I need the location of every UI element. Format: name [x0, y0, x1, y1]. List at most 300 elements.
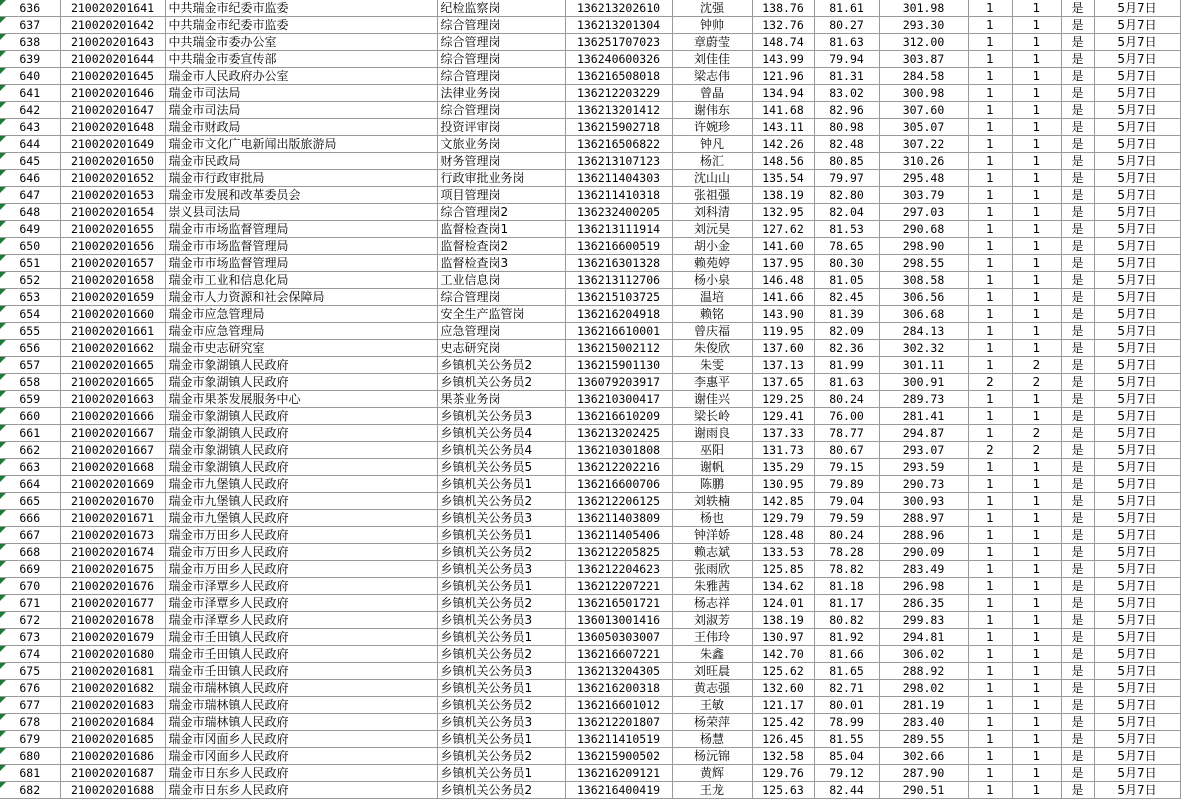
cell-department[interactable]: 瑞金市市场监督管理局: [165, 255, 437, 272]
cell-pass-flag[interactable]: 是: [1061, 748, 1094, 765]
cell-total-score[interactable]: 288.92: [879, 663, 968, 680]
cell-pass-flag[interactable]: 是: [1061, 646, 1094, 663]
cell-candidate-name[interactable]: 黄志强: [672, 680, 752, 697]
cell-row-index[interactable]: 668: [0, 544, 60, 561]
cell-pass-flag[interactable]: 是: [1061, 731, 1094, 748]
cell-department[interactable]: 瑞金市司法局: [165, 85, 437, 102]
cell-total-score[interactable]: 281.19: [879, 697, 968, 714]
cell-written-score[interactable]: 141.66: [752, 289, 814, 306]
cell-total-score[interactable]: 290.51: [879, 782, 968, 799]
cell-candidate-id[interactable]: 210020201674: [60, 544, 165, 561]
cell-exam-number[interactable]: 136215900502: [565, 748, 672, 765]
cell-pass-flag[interactable]: 是: [1061, 187, 1094, 204]
cell-quota[interactable]: 1: [1012, 136, 1061, 153]
cell-written-score[interactable]: 148.74: [752, 34, 814, 51]
cell-interview-score[interactable]: 81.31: [814, 68, 879, 85]
cell-candidate-id[interactable]: 210020201678: [60, 612, 165, 629]
cell-quota[interactable]: 1: [1012, 289, 1061, 306]
cell-position[interactable]: 纪检监察岗: [437, 0, 565, 17]
cell-quota[interactable]: 1: [1012, 221, 1061, 238]
cell-written-score[interactable]: 142.85: [752, 493, 814, 510]
cell-written-score[interactable]: 146.48: [752, 272, 814, 289]
cell-total-score[interactable]: 307.60: [879, 102, 968, 119]
cell-candidate-name[interactable]: 沈强: [672, 0, 752, 17]
cell-candidate-name[interactable]: 谢伟东: [672, 102, 752, 119]
cell-position[interactable]: 乡镇机关公务员4: [437, 442, 565, 459]
cell-candidate-id[interactable]: 210020201688: [60, 782, 165, 799]
cell-interview-score[interactable]: 79.12: [814, 765, 879, 782]
cell-row-index[interactable]: 666: [0, 510, 60, 527]
cell-candidate-name[interactable]: 赖苑婷: [672, 255, 752, 272]
cell-department[interactable]: 瑞金市九堡镇人民政府: [165, 493, 437, 510]
cell-date[interactable]: 5月7日: [1094, 612, 1180, 629]
cell-rank[interactable]: 1: [968, 714, 1012, 731]
cell-interview-score[interactable]: 79.94: [814, 51, 879, 68]
cell-department[interactable]: 瑞金市瑞林镇人民政府: [165, 680, 437, 697]
cell-row-index[interactable]: 637: [0, 17, 60, 34]
cell-total-score[interactable]: 302.66: [879, 748, 968, 765]
cell-written-score[interactable]: 143.99: [752, 51, 814, 68]
cell-candidate-name[interactable]: 刘淑芳: [672, 612, 752, 629]
cell-row-index[interactable]: 638: [0, 34, 60, 51]
cell-pass-flag[interactable]: 是: [1061, 510, 1094, 527]
cell-candidate-id[interactable]: 210020201677: [60, 595, 165, 612]
cell-row-index[interactable]: 669: [0, 561, 60, 578]
cell-candidate-id[interactable]: 210020201670: [60, 493, 165, 510]
cell-written-score[interactable]: 125.62: [752, 663, 814, 680]
cell-written-score[interactable]: 137.65: [752, 374, 814, 391]
cell-position[interactable]: 综合管理岗: [437, 51, 565, 68]
cell-candidate-name[interactable]: 钟洋娇: [672, 527, 752, 544]
cell-date[interactable]: 5月7日: [1094, 459, 1180, 476]
cell-written-score[interactable]: 143.11: [752, 119, 814, 136]
cell-rank[interactable]: 1: [968, 765, 1012, 782]
cell-candidate-name[interactable]: 章蔚莹: [672, 34, 752, 51]
cell-interview-score[interactable]: 81.66: [814, 646, 879, 663]
cell-candidate-name[interactable]: 朱雅茜: [672, 578, 752, 595]
cell-row-index[interactable]: 665: [0, 493, 60, 510]
cell-exam-number[interactable]: 136216600519: [565, 238, 672, 255]
cell-interview-score[interactable]: 80.85: [814, 153, 879, 170]
cell-rank[interactable]: 1: [968, 306, 1012, 323]
cell-department[interactable]: 瑞金市工业和信息化局: [165, 272, 437, 289]
cell-row-index[interactable]: 647: [0, 187, 60, 204]
cell-pass-flag[interactable]: 是: [1061, 459, 1094, 476]
cell-candidate-name[interactable]: 梁长岭: [672, 408, 752, 425]
cell-row-index[interactable]: 636: [0, 0, 60, 17]
cell-candidate-id[interactable]: 210020201682: [60, 680, 165, 697]
cell-pass-flag[interactable]: 是: [1061, 612, 1094, 629]
cell-interview-score[interactable]: 80.30: [814, 255, 879, 272]
cell-pass-flag[interactable]: 是: [1061, 561, 1094, 578]
cell-total-score[interactable]: 284.58: [879, 68, 968, 85]
cell-exam-number[interactable]: 136215002112: [565, 340, 672, 357]
cell-candidate-id[interactable]: 210020201650: [60, 153, 165, 170]
cell-position[interactable]: 乡镇机关公务员2: [437, 374, 565, 391]
cell-date[interactable]: 5月7日: [1094, 510, 1180, 527]
cell-candidate-id[interactable]: 210020201667: [60, 442, 165, 459]
cell-exam-number[interactable]: 136216610001: [565, 323, 672, 340]
cell-candidate-name[interactable]: 王伟玲: [672, 629, 752, 646]
cell-position[interactable]: 监督检查岗3: [437, 255, 565, 272]
cell-row-index[interactable]: 671: [0, 595, 60, 612]
cell-written-score[interactable]: 121.17: [752, 697, 814, 714]
cell-total-score[interactable]: 297.03: [879, 204, 968, 221]
cell-candidate-id[interactable]: 210020201673: [60, 527, 165, 544]
cell-rank[interactable]: 1: [968, 68, 1012, 85]
cell-rank[interactable]: 1: [968, 731, 1012, 748]
cell-interview-score[interactable]: 78.28: [814, 544, 879, 561]
cell-position[interactable]: 乡镇机关公务员2: [437, 782, 565, 799]
cell-rank[interactable]: 1: [968, 323, 1012, 340]
cell-row-index[interactable]: 661: [0, 425, 60, 442]
cell-exam-number[interactable]: 136212204623: [565, 561, 672, 578]
cell-pass-flag[interactable]: 是: [1061, 136, 1094, 153]
cell-pass-flag[interactable]: 是: [1061, 85, 1094, 102]
cell-position[interactable]: 乡镇机关公务员2: [437, 748, 565, 765]
cell-rank[interactable]: 1: [968, 408, 1012, 425]
cell-total-score[interactable]: 284.13: [879, 323, 968, 340]
cell-rank[interactable]: 1: [968, 612, 1012, 629]
cell-written-score[interactable]: 129.25: [752, 391, 814, 408]
cell-row-index[interactable]: 675: [0, 663, 60, 680]
cell-rank[interactable]: 1: [968, 102, 1012, 119]
cell-interview-score[interactable]: 82.45: [814, 289, 879, 306]
cell-candidate-id[interactable]: 210020201656: [60, 238, 165, 255]
cell-written-score[interactable]: 119.95: [752, 323, 814, 340]
cell-quota[interactable]: 1: [1012, 680, 1061, 697]
cell-exam-number[interactable]: 136213201412: [565, 102, 672, 119]
cell-date[interactable]: 5月7日: [1094, 170, 1180, 187]
cell-written-score[interactable]: 130.97: [752, 629, 814, 646]
cell-exam-number[interactable]: 136213202425: [565, 425, 672, 442]
cell-rank[interactable]: 1: [968, 17, 1012, 34]
cell-total-score[interactable]: 307.22: [879, 136, 968, 153]
cell-interview-score[interactable]: 80.24: [814, 391, 879, 408]
cell-total-score[interactable]: 283.49: [879, 561, 968, 578]
cell-department[interactable]: 瑞金市冈面乡人民政府: [165, 731, 437, 748]
cell-exam-number[interactable]: 136216607221: [565, 646, 672, 663]
cell-rank[interactable]: 1: [968, 119, 1012, 136]
cell-pass-flag[interactable]: 是: [1061, 272, 1094, 289]
cell-position[interactable]: 史志研究岗: [437, 340, 565, 357]
cell-total-score[interactable]: 293.59: [879, 459, 968, 476]
cell-written-score[interactable]: 125.85: [752, 561, 814, 578]
cell-date[interactable]: 5月7日: [1094, 629, 1180, 646]
cell-total-score[interactable]: 298.55: [879, 255, 968, 272]
cell-pass-flag[interactable]: 是: [1061, 527, 1094, 544]
cell-date[interactable]: 5月7日: [1094, 238, 1180, 255]
cell-rank[interactable]: 1: [968, 238, 1012, 255]
cell-interview-score[interactable]: 76.00: [814, 408, 879, 425]
cell-exam-number[interactable]: 136216506822: [565, 136, 672, 153]
cell-position[interactable]: 综合管理岗2: [437, 204, 565, 221]
cell-quota[interactable]: 1: [1012, 476, 1061, 493]
cell-rank[interactable]: 1: [968, 221, 1012, 238]
cell-total-score[interactable]: 298.90: [879, 238, 968, 255]
cell-total-score[interactable]: 288.96: [879, 527, 968, 544]
cell-row-index[interactable]: 667: [0, 527, 60, 544]
cell-department[interactable]: 中共瑞金市委办公室: [165, 34, 437, 51]
cell-quota[interactable]: 2: [1012, 425, 1061, 442]
cell-candidate-id[interactable]: 210020201680: [60, 646, 165, 663]
cell-pass-flag[interactable]: 是: [1061, 255, 1094, 272]
cell-total-score[interactable]: 294.81: [879, 629, 968, 646]
cell-date[interactable]: 5月7日: [1094, 408, 1180, 425]
cell-written-score[interactable]: 129.41: [752, 408, 814, 425]
cell-exam-number[interactable]: 136215901130: [565, 357, 672, 374]
cell-interview-score[interactable]: 82.80: [814, 187, 879, 204]
cell-candidate-name[interactable]: 杨小泉: [672, 272, 752, 289]
cell-pass-flag[interactable]: 是: [1061, 51, 1094, 68]
cell-written-score[interactable]: 132.58: [752, 748, 814, 765]
cell-date[interactable]: 5月7日: [1094, 595, 1180, 612]
cell-interview-score[interactable]: 81.92: [814, 629, 879, 646]
cell-quota[interactable]: 1: [1012, 204, 1061, 221]
cell-quota[interactable]: 1: [1012, 595, 1061, 612]
cell-department[interactable]: 瑞金市冈面乡人民政府: [165, 748, 437, 765]
cell-interview-score[interactable]: 81.55: [814, 731, 879, 748]
cell-quota[interactable]: 2: [1012, 357, 1061, 374]
cell-rank[interactable]: 1: [968, 595, 1012, 612]
cell-department[interactable]: 中共瑞金市纪委市监委: [165, 17, 437, 34]
cell-interview-score[interactable]: 82.48: [814, 136, 879, 153]
cell-candidate-name[interactable]: 杨也: [672, 510, 752, 527]
cell-position[interactable]: 应急管理岗: [437, 323, 565, 340]
cell-rank[interactable]: 1: [968, 459, 1012, 476]
cell-position[interactable]: 乡镇机关公务员2: [437, 544, 565, 561]
cell-candidate-id[interactable]: 210020201655: [60, 221, 165, 238]
cell-department[interactable]: 瑞金市象湖镇人民政府: [165, 425, 437, 442]
cell-quota[interactable]: 1: [1012, 697, 1061, 714]
cell-written-score[interactable]: 138.19: [752, 187, 814, 204]
cell-interview-score[interactable]: 81.17: [814, 595, 879, 612]
cell-candidate-name[interactable]: 沈山山: [672, 170, 752, 187]
cell-quota[interactable]: 1: [1012, 578, 1061, 595]
cell-quota[interactable]: 1: [1012, 306, 1061, 323]
cell-rank[interactable]: 1: [968, 34, 1012, 51]
cell-date[interactable]: 5月7日: [1094, 272, 1180, 289]
cell-rank[interactable]: 1: [968, 578, 1012, 595]
cell-exam-number[interactable]: 136213204305: [565, 663, 672, 680]
cell-candidate-name[interactable]: 赖铭: [672, 306, 752, 323]
cell-position[interactable]: 乡镇机关公务员3: [437, 714, 565, 731]
cell-quota[interactable]: 1: [1012, 510, 1061, 527]
cell-exam-number[interactable]: 136216204918: [565, 306, 672, 323]
cell-row-index[interactable]: 657: [0, 357, 60, 374]
cell-rank[interactable]: 1: [968, 272, 1012, 289]
cell-rank[interactable]: 1: [968, 136, 1012, 153]
cell-position[interactable]: 乡镇机关公务员1: [437, 629, 565, 646]
cell-date[interactable]: 5月7日: [1094, 17, 1180, 34]
cell-quota[interactable]: 1: [1012, 527, 1061, 544]
cell-total-score[interactable]: 290.68: [879, 221, 968, 238]
cell-interview-score[interactable]: 81.65: [814, 663, 879, 680]
cell-candidate-id[interactable]: 210020201657: [60, 255, 165, 272]
cell-quota[interactable]: 1: [1012, 408, 1061, 425]
cell-department[interactable]: 中共瑞金市纪委市监委: [165, 0, 437, 17]
cell-date[interactable]: 5月7日: [1094, 289, 1180, 306]
cell-candidate-name[interactable]: 王敏: [672, 697, 752, 714]
cell-row-index[interactable]: 642: [0, 102, 60, 119]
cell-quota[interactable]: 1: [1012, 323, 1061, 340]
cell-position[interactable]: 乡镇机关公务员3: [437, 408, 565, 425]
cell-exam-number[interactable]: 136013001416: [565, 612, 672, 629]
cell-quota[interactable]: 1: [1012, 629, 1061, 646]
cell-position[interactable]: 监督检查岗2: [437, 238, 565, 255]
cell-rank[interactable]: 1: [968, 544, 1012, 561]
cell-department[interactable]: 瑞金市壬田镇人民政府: [165, 646, 437, 663]
cell-department[interactable]: 瑞金市司法局: [165, 102, 437, 119]
cell-quota[interactable]: 1: [1012, 748, 1061, 765]
cell-row-index[interactable]: 662: [0, 442, 60, 459]
cell-exam-number[interactable]: 136240600326: [565, 51, 672, 68]
cell-position[interactable]: 乡镇机关公务员3: [437, 612, 565, 629]
cell-pass-flag[interactable]: 是: [1061, 238, 1094, 255]
cell-candidate-name[interactable]: 杨志祥: [672, 595, 752, 612]
cell-row-index[interactable]: 651: [0, 255, 60, 272]
cell-interview-score[interactable]: 82.96: [814, 102, 879, 119]
cell-written-score[interactable]: 148.56: [752, 153, 814, 170]
cell-pass-flag[interactable]: 是: [1061, 782, 1094, 799]
cell-date[interactable]: 5月7日: [1094, 425, 1180, 442]
cell-written-score[interactable]: 121.96: [752, 68, 814, 85]
cell-pass-flag[interactable]: 是: [1061, 544, 1094, 561]
cell-exam-number[interactable]: 136216610209: [565, 408, 672, 425]
cell-candidate-id[interactable]: 210020201665: [60, 357, 165, 374]
cell-candidate-name[interactable]: 刘佳佳: [672, 51, 752, 68]
cell-total-score[interactable]: 294.87: [879, 425, 968, 442]
cell-quota[interactable]: 1: [1012, 34, 1061, 51]
cell-candidate-id[interactable]: 210020201666: [60, 408, 165, 425]
cell-candidate-name[interactable]: 杨沅锦: [672, 748, 752, 765]
cell-written-score[interactable]: 131.73: [752, 442, 814, 459]
cell-position[interactable]: 乡镇机关公务员1: [437, 578, 565, 595]
cell-written-score[interactable]: 125.42: [752, 714, 814, 731]
cell-row-index[interactable]: 682: [0, 782, 60, 799]
cell-department[interactable]: 瑞金市泽覃乡人民政府: [165, 612, 437, 629]
cell-position[interactable]: 乡镇机关公务员3: [437, 510, 565, 527]
cell-quota[interactable]: 1: [1012, 459, 1061, 476]
cell-date[interactable]: 5月7日: [1094, 544, 1180, 561]
cell-date[interactable]: 5月7日: [1094, 527, 1180, 544]
cell-row-index[interactable]: 658: [0, 374, 60, 391]
cell-interview-score[interactable]: 79.15: [814, 459, 879, 476]
cell-candidate-id[interactable]: 210020201681: [60, 663, 165, 680]
cell-quota[interactable]: 1: [1012, 272, 1061, 289]
cell-pass-flag[interactable]: 是: [1061, 595, 1094, 612]
cell-rank[interactable]: 1: [968, 153, 1012, 170]
cell-written-score[interactable]: 132.95: [752, 204, 814, 221]
cell-date[interactable]: 5月7日: [1094, 136, 1180, 153]
cell-candidate-name[interactable]: 张祖强: [672, 187, 752, 204]
cell-candidate-id[interactable]: 210020201683: [60, 697, 165, 714]
cell-interview-score[interactable]: 79.04: [814, 493, 879, 510]
cell-pass-flag[interactable]: 是: [1061, 408, 1094, 425]
cell-interview-score[interactable]: 81.39: [814, 306, 879, 323]
cell-pass-flag[interactable]: 是: [1061, 680, 1094, 697]
cell-interview-score[interactable]: 80.67: [814, 442, 879, 459]
cell-candidate-id[interactable]: 210020201675: [60, 561, 165, 578]
cell-interview-score[interactable]: 80.98: [814, 119, 879, 136]
cell-quota[interactable]: 1: [1012, 731, 1061, 748]
cell-row-index[interactable]: 643: [0, 119, 60, 136]
cell-written-score[interactable]: 134.94: [752, 85, 814, 102]
cell-total-score[interactable]: 286.35: [879, 595, 968, 612]
cell-row-index[interactable]: 673: [0, 629, 60, 646]
cell-written-score[interactable]: 135.29: [752, 459, 814, 476]
cell-position[interactable]: 项目管理岗: [437, 187, 565, 204]
cell-rank[interactable]: 1: [968, 561, 1012, 578]
cell-exam-number[interactable]: 136216200318: [565, 680, 672, 697]
cell-exam-number[interactable]: 136213202610: [565, 0, 672, 17]
cell-pass-flag[interactable]: 是: [1061, 765, 1094, 782]
cell-written-score[interactable]: 129.76: [752, 765, 814, 782]
cell-pass-flag[interactable]: 是: [1061, 34, 1094, 51]
cell-date[interactable]: 5月7日: [1094, 187, 1180, 204]
cell-exam-number[interactable]: 136050303007: [565, 629, 672, 646]
cell-date[interactable]: 5月7日: [1094, 782, 1180, 799]
cell-total-score[interactable]: 306.68: [879, 306, 968, 323]
cell-row-index[interactable]: 644: [0, 136, 60, 153]
cell-candidate-id[interactable]: 210020201646: [60, 85, 165, 102]
cell-interview-score[interactable]: 81.63: [814, 374, 879, 391]
cell-quota[interactable]: 1: [1012, 187, 1061, 204]
cell-total-score[interactable]: 283.40: [879, 714, 968, 731]
cell-candidate-id[interactable]: 210020201649: [60, 136, 165, 153]
cell-pass-flag[interactable]: 是: [1061, 221, 1094, 238]
cell-position[interactable]: 乡镇机关公务员1: [437, 476, 565, 493]
cell-total-score[interactable]: 306.56: [879, 289, 968, 306]
cell-department[interactable]: 瑞金市人民政府办公室: [165, 68, 437, 85]
cell-rank[interactable]: 2: [968, 442, 1012, 459]
cell-exam-number[interactable]: 136216508018: [565, 68, 672, 85]
cell-total-score[interactable]: 288.97: [879, 510, 968, 527]
cell-row-index[interactable]: 678: [0, 714, 60, 731]
cell-department[interactable]: 瑞金市史志研究室: [165, 340, 437, 357]
cell-pass-flag[interactable]: 是: [1061, 204, 1094, 221]
cell-candidate-id[interactable]: 210020201643: [60, 34, 165, 51]
cell-rank[interactable]: 1: [968, 697, 1012, 714]
cell-exam-number[interactable]: 136216601012: [565, 697, 672, 714]
cell-department[interactable]: 瑞金市象湖镇人民政府: [165, 374, 437, 391]
cell-row-index[interactable]: 655: [0, 323, 60, 340]
cell-candidate-name[interactable]: 钟凡: [672, 136, 752, 153]
cell-date[interactable]: 5月7日: [1094, 663, 1180, 680]
cell-rank[interactable]: 1: [968, 646, 1012, 663]
cell-quota[interactable]: 1: [1012, 0, 1061, 17]
cell-date[interactable]: 5月7日: [1094, 68, 1180, 85]
cell-interview-score[interactable]: 78.82: [814, 561, 879, 578]
cell-position[interactable]: 乡镇机关公务员1: [437, 680, 565, 697]
cell-position[interactable]: 乡镇机关公务员2: [437, 493, 565, 510]
cell-quota[interactable]: 2: [1012, 374, 1061, 391]
cell-date[interactable]: 5月7日: [1094, 221, 1180, 238]
cell-position[interactable]: 乡镇机关公务员2: [437, 646, 565, 663]
cell-exam-number[interactable]: 136215902718: [565, 119, 672, 136]
cell-date[interactable]: 5月7日: [1094, 442, 1180, 459]
cell-row-index[interactable]: 672: [0, 612, 60, 629]
cell-exam-number[interactable]: 136212201807: [565, 714, 672, 731]
cell-candidate-id[interactable]: 210020201653: [60, 187, 165, 204]
cell-total-score[interactable]: 289.55: [879, 731, 968, 748]
cell-position[interactable]: 综合管理岗: [437, 17, 565, 34]
cell-total-score[interactable]: 303.87: [879, 51, 968, 68]
cell-exam-number[interactable]: 136216501721: [565, 595, 672, 612]
cell-written-score[interactable]: 133.53: [752, 544, 814, 561]
cell-date[interactable]: 5月7日: [1094, 323, 1180, 340]
cell-department[interactable]: 瑞金市象湖镇人民政府: [165, 459, 437, 476]
